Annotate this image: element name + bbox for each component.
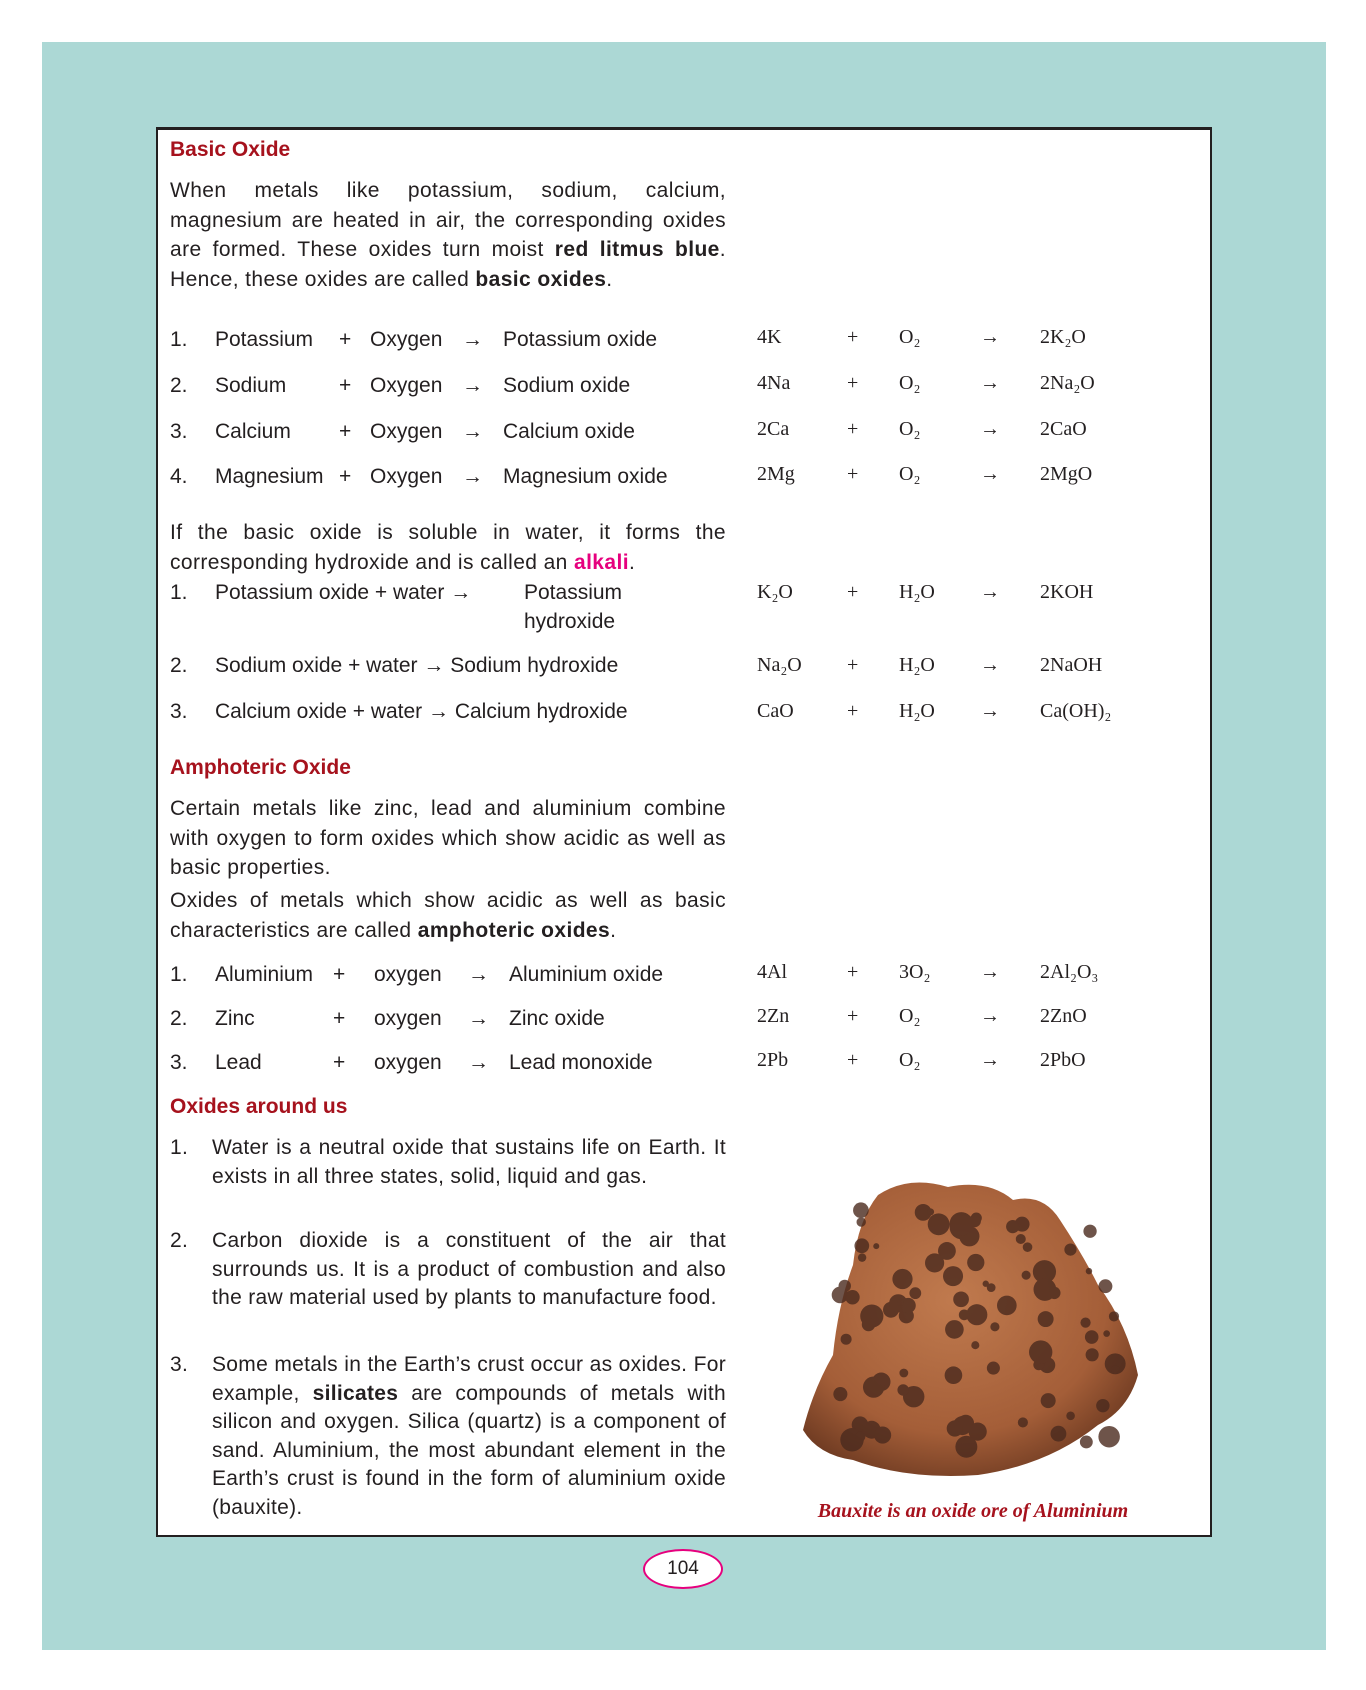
formula-reactant-1: 2Ca: [757, 418, 790, 440]
formula-reactant-2: H₂O: [899, 654, 935, 676]
bauxite-rock-image: [798, 1175, 1168, 1485]
formula-product: 2Al₂O₃: [1040, 961, 1099, 983]
rock-nodule: [909, 1287, 921, 1299]
formula-reactant-2: O₂: [899, 1005, 921, 1027]
equation-product: hydroxide: [524, 610, 616, 633]
rock-nodule: [1086, 1348, 1099, 1361]
formula-reactant-2: 3O₂: [899, 961, 931, 983]
formula-arrow: →: [980, 418, 1000, 440]
equation-n: 2.: [170, 374, 188, 397]
amphoteric-paragraph-2: Oxides of metals which show acidic as well as basic characteristics are called amphoteric oxides.: [170, 889, 726, 942]
rock-nodule: [950, 1212, 974, 1236]
rock-nodule: [892, 1269, 912, 1289]
formula-plus: +: [847, 372, 859, 394]
equation-a: Lead: [215, 1051, 262, 1074]
rock-nodule: [858, 1253, 866, 1261]
equation-arrow: →: [462, 328, 483, 351]
rock-nodule: [990, 1322, 999, 1331]
formula-reactant-1: 2Mg: [757, 463, 795, 485]
equation-arrow: →: [468, 1051, 489, 1074]
formula-product: 2PbO: [1040, 1049, 1086, 1071]
equation-text: Sodium oxide + water → Sodium hydroxide: [215, 654, 619, 677]
equation-n: 3.: [170, 420, 188, 443]
rock-nodule: [833, 1387, 847, 1401]
rock-nodule: [1098, 1426, 1119, 1447]
formula-product: 2Na₂O: [1040, 372, 1095, 394]
formula-reactant-1: Na₂O: [757, 654, 802, 676]
rock-nodule: [1099, 1279, 1113, 1293]
formula-product: 2ZnO: [1040, 1005, 1087, 1027]
rock-nodule: [1083, 1225, 1096, 1238]
formula-plus: +: [847, 654, 859, 676]
equation-a: Potassium: [215, 328, 314, 351]
formula-reactant-1: 2Zn: [757, 1005, 790, 1027]
rock-nodule: [841, 1334, 852, 1345]
equation-b: Oxygen: [370, 328, 443, 351]
formula-reactant-2: O₂: [899, 418, 921, 440]
equation-c: Calcium oxide: [503, 420, 635, 443]
rock-nodule: [971, 1341, 979, 1349]
equation-product: Potassium: [524, 581, 623, 604]
formula-arrow: →: [980, 961, 1000, 983]
formula-reactant-2: O₂: [899, 463, 921, 485]
rock-nodule: [1041, 1393, 1056, 1408]
rock-nodule: [967, 1254, 984, 1271]
heading-amphoteric-oxide: Amphoteric Oxide: [170, 756, 351, 779]
rock-nodule: [1029, 1340, 1052, 1363]
formula-reactant-1: 2Pb: [757, 1049, 789, 1071]
rock-nodule: [1111, 1365, 1120, 1374]
formula-plus: +: [847, 961, 859, 983]
rock-nodule: [925, 1253, 944, 1272]
rock-nodule: [1080, 1318, 1090, 1328]
formula-plus: +: [847, 326, 859, 348]
rock-nodule: [873, 1243, 879, 1249]
formula-arrow: →: [980, 581, 1000, 603]
rock-nodule: [959, 1309, 970, 1320]
equation-c: Sodium oxide: [503, 374, 631, 397]
equation-b: Oxygen: [370, 465, 443, 488]
rock-nodule: [953, 1291, 969, 1307]
formula-arrow: →: [980, 372, 1000, 394]
basic-oxide-paragraph: When metals like potassium, sodium, calcium, magnesium are heated in air, the corresponding oxides are formed. These oxides turn moist red litmus blue. Hence, these oxides are called basic oxides.: [170, 179, 727, 291]
equation-b: oxygen: [374, 963, 442, 986]
equation-c: Magnesium oxide: [503, 465, 668, 488]
formula-product: 2CaO: [1040, 418, 1087, 440]
formula-reactant-1: CaO: [757, 700, 794, 722]
equation-b: Oxygen: [370, 420, 443, 443]
equation-n: 1.: [170, 963, 188, 986]
formula-reactant-1: 4K: [757, 326, 782, 348]
image-caption: Bauxite is an oxide ore of Aluminium: [817, 1500, 1129, 1522]
equation-n: 4.: [170, 465, 188, 488]
equation-b: oxygen: [374, 1051, 442, 1074]
formula-product: 2NaOH: [1040, 654, 1103, 676]
content-box: [156, 127, 1212, 1537]
formula-product: 2K₂O: [1040, 326, 1086, 348]
rock-nodule: [1022, 1271, 1031, 1280]
equation-n: 2.: [170, 1007, 188, 1030]
equation-arrow: →: [468, 963, 489, 986]
rock-nodule: [1018, 1417, 1028, 1427]
equation-p: +: [333, 1007, 346, 1030]
rock-nodule: [987, 1362, 1000, 1375]
rock-nodule: [945, 1366, 963, 1384]
rock-nodule: [1034, 1278, 1057, 1301]
equation-p: +: [333, 963, 346, 986]
list-item: 1. Water is a neutral oxide that sustains life on Earth. It exists in all three states, solid, liquid and gas.: [170, 1136, 726, 1188]
rock-nodule: [947, 1420, 963, 1436]
rock-nodule: [928, 1213, 950, 1235]
rock-nodule: [1016, 1234, 1026, 1244]
formula-reactant-2: O₂: [899, 326, 921, 348]
rock-nodule: [1086, 1268, 1092, 1274]
rock-nodule: [1064, 1243, 1076, 1255]
formula-plus: +: [847, 418, 859, 440]
equation-p: +: [339, 374, 352, 397]
rock-nodule: [874, 1426, 891, 1443]
formula-arrow: →: [980, 700, 1000, 722]
equation-text: Potassium oxide + water →: [215, 581, 472, 604]
rock-nodule: [945, 1320, 964, 1339]
rock-nodule: [845, 1290, 859, 1304]
formula-product: Ca(OH)₂: [1040, 700, 1112, 722]
rock-nodule: [1051, 1426, 1067, 1442]
formula-reactant-2: O₂: [899, 372, 921, 394]
formula-arrow: →: [980, 326, 1000, 348]
equation-c: Aluminium oxide: [509, 963, 664, 986]
equation-c: Lead monoxide: [509, 1051, 653, 1074]
rock-nodule: [901, 1298, 916, 1313]
rock-nodule: [897, 1384, 908, 1395]
formula-plus: +: [847, 700, 859, 722]
formula-product: 2KOH: [1040, 581, 1094, 603]
rock-nodule: [1066, 1411, 1075, 1420]
rock-nodule: [1006, 1220, 1019, 1233]
rock-nodule: [1096, 1399, 1109, 1412]
formula-reactant-2: H₂O: [899, 581, 935, 603]
formula-arrow: →: [980, 1005, 1000, 1027]
formula-reactant-1: 4Na: [757, 372, 791, 394]
equation-p: +: [333, 1051, 346, 1074]
amphoteric-paragraph-1: Certain metals like zinc, lead and aluminium combine with oxygen to form oxides which show acidic as well as basic properties.: [170, 797, 726, 879]
formula-plus: +: [847, 463, 859, 485]
formula-plus: +: [847, 1049, 859, 1071]
rock-nodule: [862, 1318, 875, 1331]
alkali-paragraph: If the basic oxide is soluble in water, it forms the corresponding hydroxide and is called an alkali.: [170, 521, 726, 574]
rock-nodule: [983, 1281, 989, 1287]
rock-nodule: [853, 1202, 869, 1218]
equation-b: Oxygen: [370, 374, 443, 397]
rock-nodule: [863, 1376, 884, 1397]
heading-oxides-around-us: Oxides around us: [170, 1095, 348, 1118]
equation-p: +: [339, 328, 352, 351]
list-item: 2. Carbon dioxide is a constituent of the air that surrounds us. It is a product of combustion and also the raw material used by plants to manufacture food.: [170, 1229, 726, 1309]
rock-nodule: [955, 1436, 977, 1458]
equation-arrow: →: [462, 465, 483, 488]
equation-arrow: →: [462, 420, 483, 443]
equation-number: 2.: [170, 654, 188, 677]
heading-basic-oxide: Basic Oxide: [170, 138, 291, 161]
equation-a: Magnesium: [215, 465, 324, 488]
formula-product: 2MgO: [1040, 463, 1093, 485]
rock-nodule: [1038, 1311, 1054, 1327]
equation-arrow: →: [468, 1007, 489, 1030]
formula-arrow: →: [980, 463, 1000, 485]
formula-reactant-2: H₂O: [899, 700, 935, 722]
equation-c: Zinc oxide: [509, 1007, 605, 1030]
equation-b: oxygen: [374, 1007, 442, 1030]
rock-nodule: [1109, 1311, 1119, 1321]
rock-nodule: [1103, 1330, 1110, 1337]
formula-arrow: →: [980, 654, 1000, 676]
equation-p: +: [339, 420, 352, 443]
equation-n: 3.: [170, 1051, 188, 1074]
formula-reactant-1: 4Al: [757, 961, 787, 983]
rock-nodule: [1023, 1242, 1033, 1252]
equation-c: Potassium oxide: [503, 328, 658, 351]
rock-nodule: [997, 1296, 1017, 1316]
equation-text: Calcium oxide + water → Calcium hydroxide: [215, 700, 628, 723]
list-item: 3. Some metals in the Earth’s crust occur as oxides. For example, silicates are compounds of metals with silicon and oxygen. Silica (quartz) is a component of sand. Aluminium, the most abundant element in the Earth’s crust is found in the form of aluminium oxide (bauxite).: [170, 1353, 726, 1519]
formula-plus: +: [847, 1005, 859, 1027]
rock-nodule: [927, 1208, 934, 1215]
formula-reactant-1: K₂O: [757, 581, 793, 603]
equation-arrow: →: [462, 374, 483, 397]
equation-a: Calcium: [215, 420, 291, 443]
rock-nodule: [1080, 1436, 1093, 1449]
formula-arrow: →: [980, 1049, 1000, 1071]
equation-n: 1.: [170, 328, 188, 351]
rock-nodule: [899, 1369, 908, 1378]
equation-a: Sodium: [215, 374, 287, 397]
equation-number: 1.: [170, 581, 188, 604]
rock-nodule: [854, 1238, 869, 1253]
equation-a: Aluminium: [215, 963, 314, 986]
rock-nodule: [943, 1266, 963, 1286]
formula-reactant-2: O₂: [899, 1049, 921, 1071]
rock-nodule: [857, 1217, 866, 1226]
equation-number: 3.: [170, 700, 188, 723]
rock-nodule: [897, 1299, 904, 1306]
equation-a: Zinc: [215, 1007, 255, 1030]
equation-p: +: [339, 465, 352, 488]
formula-plus: +: [847, 581, 859, 603]
page-number: 104: [643, 1549, 723, 1589]
rock-nodule: [1085, 1330, 1099, 1344]
